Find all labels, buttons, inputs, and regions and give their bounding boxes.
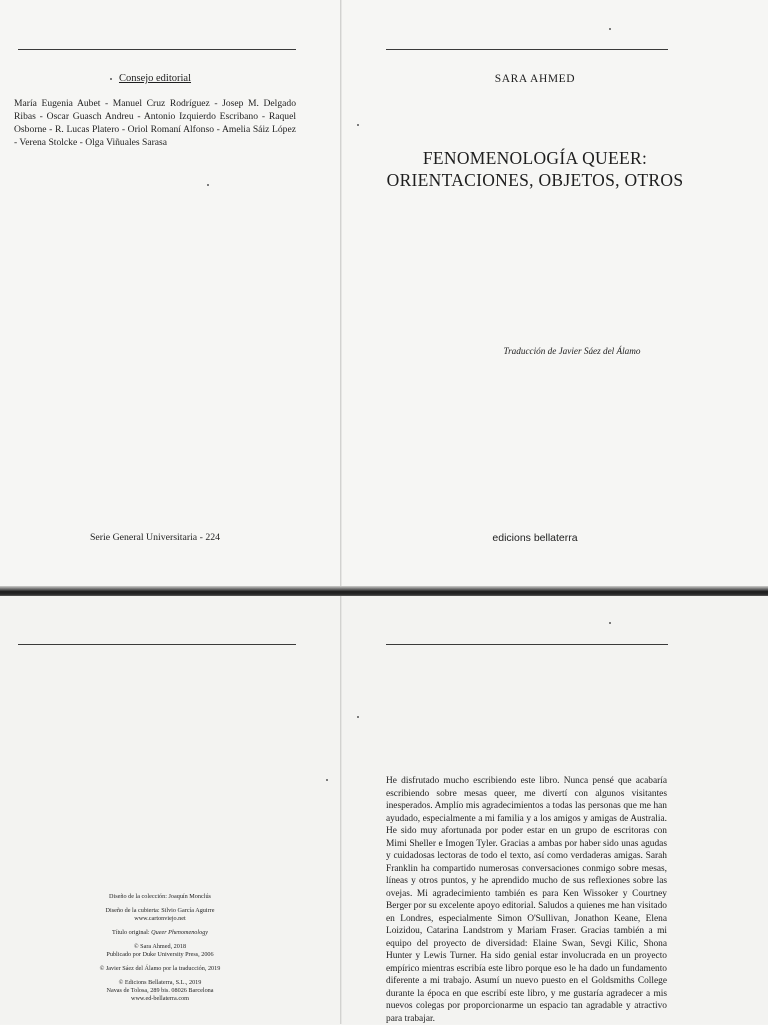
series-label: Serie General Universitaria - 224: [89, 532, 221, 543]
scan-speck: [357, 716, 359, 718]
scan-speck: [357, 124, 359, 126]
credit-published-by: Publicado por Duke University Press, 2006: [106, 951, 214, 958]
credit-original-title: [60, 929, 260, 937]
credit-copyright-publisher: © Edicions Bellaterra, S.L., 2019: [118, 979, 202, 986]
editorial-board-names: María Eugenia Aubet - Manuel Cruz Rodríguez - Josep M. Delgado Ribas - Oscar Guasch Andreu - Antonio Izquierdo Escribano - Raquel Osborne - R. Lucas Platero - Oriol Romaní Alfonso - Amelia Sáiz López - Verena Stolcke - Olga Viñuales Sarasa: [14, 98, 296, 148]
credits-top-rule: [18, 644, 296, 645]
credits-block: [60, 893, 260, 1009]
credit-cover-url: www.cartonviejo.net: [134, 915, 186, 922]
credit-copyright-author: © Sara Ahmed, 2018: [133, 943, 187, 950]
translator-credit: Traducción de Javier Sáez del Álamo: [503, 346, 641, 356]
scan-speck: [609, 622, 611, 624]
author-name: SARA AHMED: [494, 73, 576, 85]
publisher-name: edicions bellaterra: [492, 532, 578, 544]
acknowledgements-paragraph: He disfrutado mucho escribiendo este libro. Nunca pensé que acabaría escribiendo sobre mesas queer, me divertí con algunos visitantes inesperados. Amplío mis agradecimientos a todas las personas que me han ayudado, especialmente a mi familia y a los amigos y amigas de Australia. He sido muy afortunada por poder estar en un grupo de escritoras con Mimi Sheller e Imogen Tyler. Gracias a ambas por haber sido unas agudas y cuidadosas lectoras de todo el texto, así como verdaderas amigas. Sarah Franklin ha compartido numerosas conversaciones conmigo sobre mesas, líneas y otros puntos, y he aprendido mucho de sus reflexiones sobre las ovejas. Mi agradecimiento también es para Ken Wissoker y Courtney Berger por su excelente apoyo editorial. Saludos a quienes me han visitado en Londres, especialmente Simon O'Sullivan, Jonathon Keane, Elena Loizidou, Catarina Landstrom y Mariam Fraser. Gracias también a mi equipo del proyecto de diversidad: Elaine Swan, Sevgi Kilic, Shona Hunter y Lewis Turner. Ha sido genial estar involucrada en un proyecto empírico mientras escribía este libro porque eso le ha dado un fundamento diferente a mi trabajo. Asumí un nuevo puesto en el Goldsmiths College durante la época en que escribí este libro, y me gustaría agradecer a mis nuevos colegas por proporcionarme un espacio tan agradable y atractivo para trabajar.: [386, 776, 667, 1024]
scan-speck: [326, 779, 328, 781]
top-rule-left: [18, 49, 296, 50]
top-rule-right: [386, 49, 668, 50]
credit-address: Navas de Tolosa, 289 bis. 08026 Barcelona: [106, 987, 214, 994]
scan-speck: [207, 184, 209, 186]
ack-top-rule: [386, 644, 668, 645]
scan-speck: [110, 78, 112, 80]
original-title: Queer Phenomenology: [151, 929, 209, 936]
scan-speck: [609, 28, 611, 30]
editorial-board-heading: Consejo editorial: [118, 73, 192, 84]
page-editorial-board: [0, 0, 340, 590]
credit-cover-design: Diseño de la cubierta: Silvio García Aguirre: [105, 907, 215, 914]
credit-website: www.ed-bellaterra.com: [130, 995, 189, 1002]
book-title-line-1: FENOMENOLOGÍA QUEER:: [422, 148, 648, 168]
credit-collection-design: Diseño de la colección: Joaquín Monclús: [109, 893, 211, 900]
book-title: [382, 147, 688, 191]
credit-copyright-translation: © Javier Sáez del Álamo por la traducción, 2019: [99, 965, 221, 972]
page-title-page: [342, 0, 768, 590]
book-title-line-2: ORIENTACIONES, OBJETOS, OTROS: [386, 170, 684, 190]
original-title-label: Título original:: [111, 929, 150, 936]
acknowledgements-text: [386, 775, 667, 1025]
